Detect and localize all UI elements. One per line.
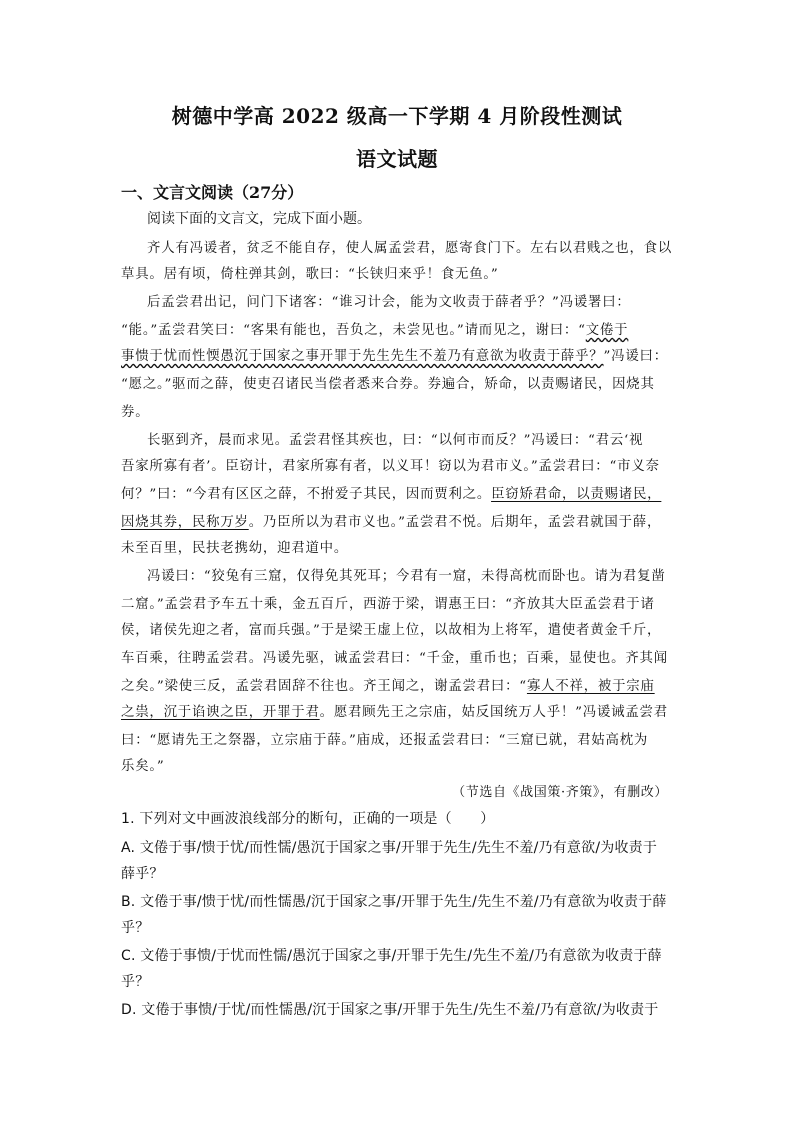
wavy-underlined-text: 文倦于 xyxy=(585,323,629,338)
exam-title: 树德中学高 2022 级高一下学期 4 月阶段性测试 xyxy=(171,104,623,128)
passage-line: 车百乘，往聘孟尝君。冯谖先驱，诫孟尝君曰：“千金，重币也；百乘，显使也。齐其闻 xyxy=(121,651,668,666)
underlined-text: 之祟，沉于谄谀之臣，开罪于君 xyxy=(121,705,320,720)
passage-line: 冯谖曰：“狡兔有三窟，仅得免其死耳；今君有一窟，未得高枕而卧也。请为君复凿 xyxy=(147,569,666,584)
instruction-text: 阅读下面的文言文，完成下面小题。 xyxy=(147,211,371,227)
question-stem: 1. 下列对文中画波浪线部分的断句，正确的一项是（ ） xyxy=(121,811,495,827)
passage-line xyxy=(121,347,668,367)
passage-line: 吾家所寡有者’。臣窃计，君家所寡有者，以义耳！窃以为君市义。”孟尝君曰：“市义奈 xyxy=(121,459,660,474)
section-heading: 一、文言文阅读（27分） xyxy=(121,183,304,202)
option-a-cont: 薛乎？ xyxy=(121,866,164,882)
passage-line: 齐人有冯谖者，贫乏不能自存，使人属孟尝君，愿寄食门下。左右以君贱之也，食以 xyxy=(147,241,673,256)
passage-text: “能。”孟尝君笑曰：“客果有能也，吾负之，未尝见也。”请而见之，谢曰：“ xyxy=(121,323,586,338)
passage-text: ”冯谖曰： xyxy=(603,349,668,364)
option-c-cont: 乎？ xyxy=(121,974,150,990)
passage-line: 曰：“愿请先王之祭器，立宗庙于薛。”庙成，还报孟尝君曰：“三窟已就，君姑高枕为 xyxy=(121,733,649,748)
passage-line xyxy=(121,485,661,505)
option-d[interactable]: D. 文倦于事愦/于忧/而性懦愚/沉于国家之事/开罪于先生/先生不羞/乃有意欲/为收责于 xyxy=(121,1002,659,1018)
option-a[interactable]: A. 文倦于事/愦于忧/而性懦/愚沉于国家之事/开罪于先生/先生不羞/乃有意欲/为收责于 xyxy=(121,840,658,856)
passage-line: 侯，诸侯先迎之者，富而兵强。”于是梁王虚上位，以故相为上将军，遣使者黄金千斤， xyxy=(121,623,662,638)
passage-line: 后孟尝君出记，问门下诸客：“谁习计会，能为文收责于薛者乎？”冯谖署曰： xyxy=(147,295,631,310)
passage-line: 长驱到齐，晨而求见。孟尝君怪其疾也，曰：“以何市而反？”冯谖曰：“君云‘视 xyxy=(147,433,644,448)
passage-text: 何？”曰：“今君有区区之薛，不拊爱子其民，因而贾利之。 xyxy=(121,487,492,502)
passage-line xyxy=(121,703,668,723)
passage-line: 乐矣。” xyxy=(121,759,165,774)
passage-line: 券。 xyxy=(121,405,150,420)
passage-line: 二窟。”孟尝君予车五十乘，金五百斤，西游于梁，谓惠王曰：“齐放其大臣孟尝君于诸 xyxy=(121,597,655,612)
option-b[interactable]: B. 文倦于事/愦于忧/而性懦愚/沉于国家之事/开罪于先生/先生不羞/乃有意欲为收责于薛 xyxy=(121,894,667,910)
option-b-cont: 乎？ xyxy=(121,920,150,936)
passage-text: 之矣。”梁使三反，孟尝君固辞不往也。齐王闻之，谢孟尝君曰：“ xyxy=(121,679,527,694)
passage-line xyxy=(121,321,628,341)
option-c[interactable]: C. 文倦于事愦/于忧而性懦/愚沉于国家之事/开罪于先生/先生不羞/乃有意欲为收责于薛 xyxy=(121,948,662,964)
underlined-text: 因烧其券，民称万岁 xyxy=(121,515,249,530)
passage-text: 。愿君顾先王之宗庙，姑反国统万人乎！”冯谖诫孟尝君 xyxy=(319,705,668,720)
passage-line: 未至百里，民扶老携幼，迎君道中。 xyxy=(121,541,349,556)
passage-line xyxy=(121,513,661,533)
passage-line: 草具。居有顷，倚柱弹其剑，歌曰：“长铗归来乎！食无鱼。” xyxy=(121,267,499,282)
wavy-underlined-text: 事愦于忧而性愞愚沉于国家之事开罪于先生先生不羞乃有意欲为收责于薛乎？ xyxy=(121,349,604,364)
source-note: （节选自《战国策·齐策》，有删改） xyxy=(452,785,668,800)
underlined-text: 寡人不祥，被于宗庙 xyxy=(526,679,655,694)
underlined-text: 臣窃矫君命，以责赐诸民， xyxy=(491,487,662,502)
passage-line xyxy=(121,677,655,697)
passage-line: “愿之。”驱而之薛，使吏召诸民当偿者悉来合券。券遍合，矫命，以责赐诸民，因烧其 xyxy=(121,377,655,392)
passage-text: 。乃臣所以为君市义也。”孟尝君不悦。后期年，孟尝君就国于薛， xyxy=(248,515,662,530)
exam-subtitle: 语文试题 xyxy=(356,147,438,171)
